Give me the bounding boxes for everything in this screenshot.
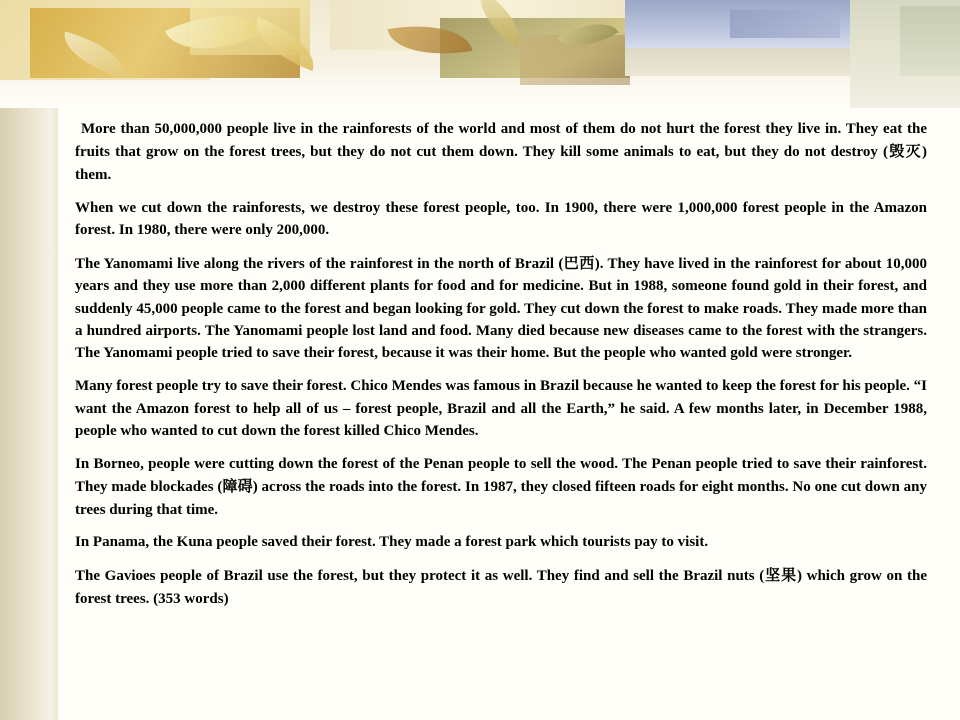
paragraph-text: Many forest people try to save their forest. Chico Mendes was famous in Brazil because he wanted to keep the forest for his people. “I want the Amazon forest to help all of us – forest people, Brazil and all the Earth,” he said. A few months later, in December 1988, people who wanted to cut down the forest killed Chico Mendes. [75, 378, 927, 440]
paragraph-text: In Panama, the Kuna people saved their forest. They made a forest park which tourists pay to visit. [75, 534, 709, 551]
paragraph-text: ). They have lived in the rainforest for about 10,000 years and they use more than 2,000 different plants for food and for medicine. But in 1988, someone found gold in their forest, and suddenly 45,000 people came to the forest and began looking for gold. They cut down the forest to make roads. They made more than a hundred airports. The Yanomami people lost land and food. Many died because new diseases came to the forest with the strangers. The Yanomami people tried to save their forest, because it was their home. But the people who wanted gold were stronger. [75, 255, 927, 362]
left-decorative-band [0, 0, 58, 720]
paragraph-text: When we cut down the rainforests, we destroy these forest people, too. In 1900, there were 1,000,000 forest people in the Amazon forest. In 1980, there were only 200,000. [75, 199, 927, 239]
paragraph-text: In Borneo, people were cutting down the forest of the Penan people to sell the wood. The Penan people tried to save their rainforest. They made blockades ( [75, 455, 927, 496]
paragraph [75, 197, 927, 242]
paragraph [75, 531, 927, 553]
paragraph-text: ) which grow on the forest trees. (353 words) [75, 568, 927, 607]
paragraph-text: The Yanomami live along the rivers of the rainforest in the north of Brazil ( [75, 255, 564, 272]
chinese-gloss: 障碍 [222, 477, 253, 496]
banner-block [730, 10, 840, 38]
paragraph [75, 453, 927, 521]
paragraph-text: The Gavioes people of Brazil use the forest, but they protect it as well. They find and sell the Brazil nuts ( [75, 568, 765, 585]
paragraph [75, 375, 927, 442]
chinese-gloss: 坚果 [764, 566, 797, 585]
paragraph [75, 252, 927, 365]
chinese-gloss: 巴西 [563, 253, 595, 272]
paragraph [75, 564, 927, 610]
paragraph-text: More than 50,000,000 people live in the rainforests of the world and most of them do not hurt the forest they live in. They eat the fruits that grow on the forest trees, but they do not cut them down. They kill some animals to eat, but they do not destroy ( [75, 121, 927, 161]
banner-block [900, 6, 960, 76]
paragraph [75, 118, 927, 186]
banner-block [625, 48, 855, 76]
paragraph-text: ) them. [75, 144, 927, 183]
chinese-gloss: 毁灭 [887, 142, 922, 161]
article-text [75, 118, 927, 610]
paragraph-text: ) across the roads into the forest. In 1987, they closed fifteen roads for eight months. No one cut down any trees during that time. [75, 479, 927, 518]
top-decorative-banner [0, 0, 960, 108]
